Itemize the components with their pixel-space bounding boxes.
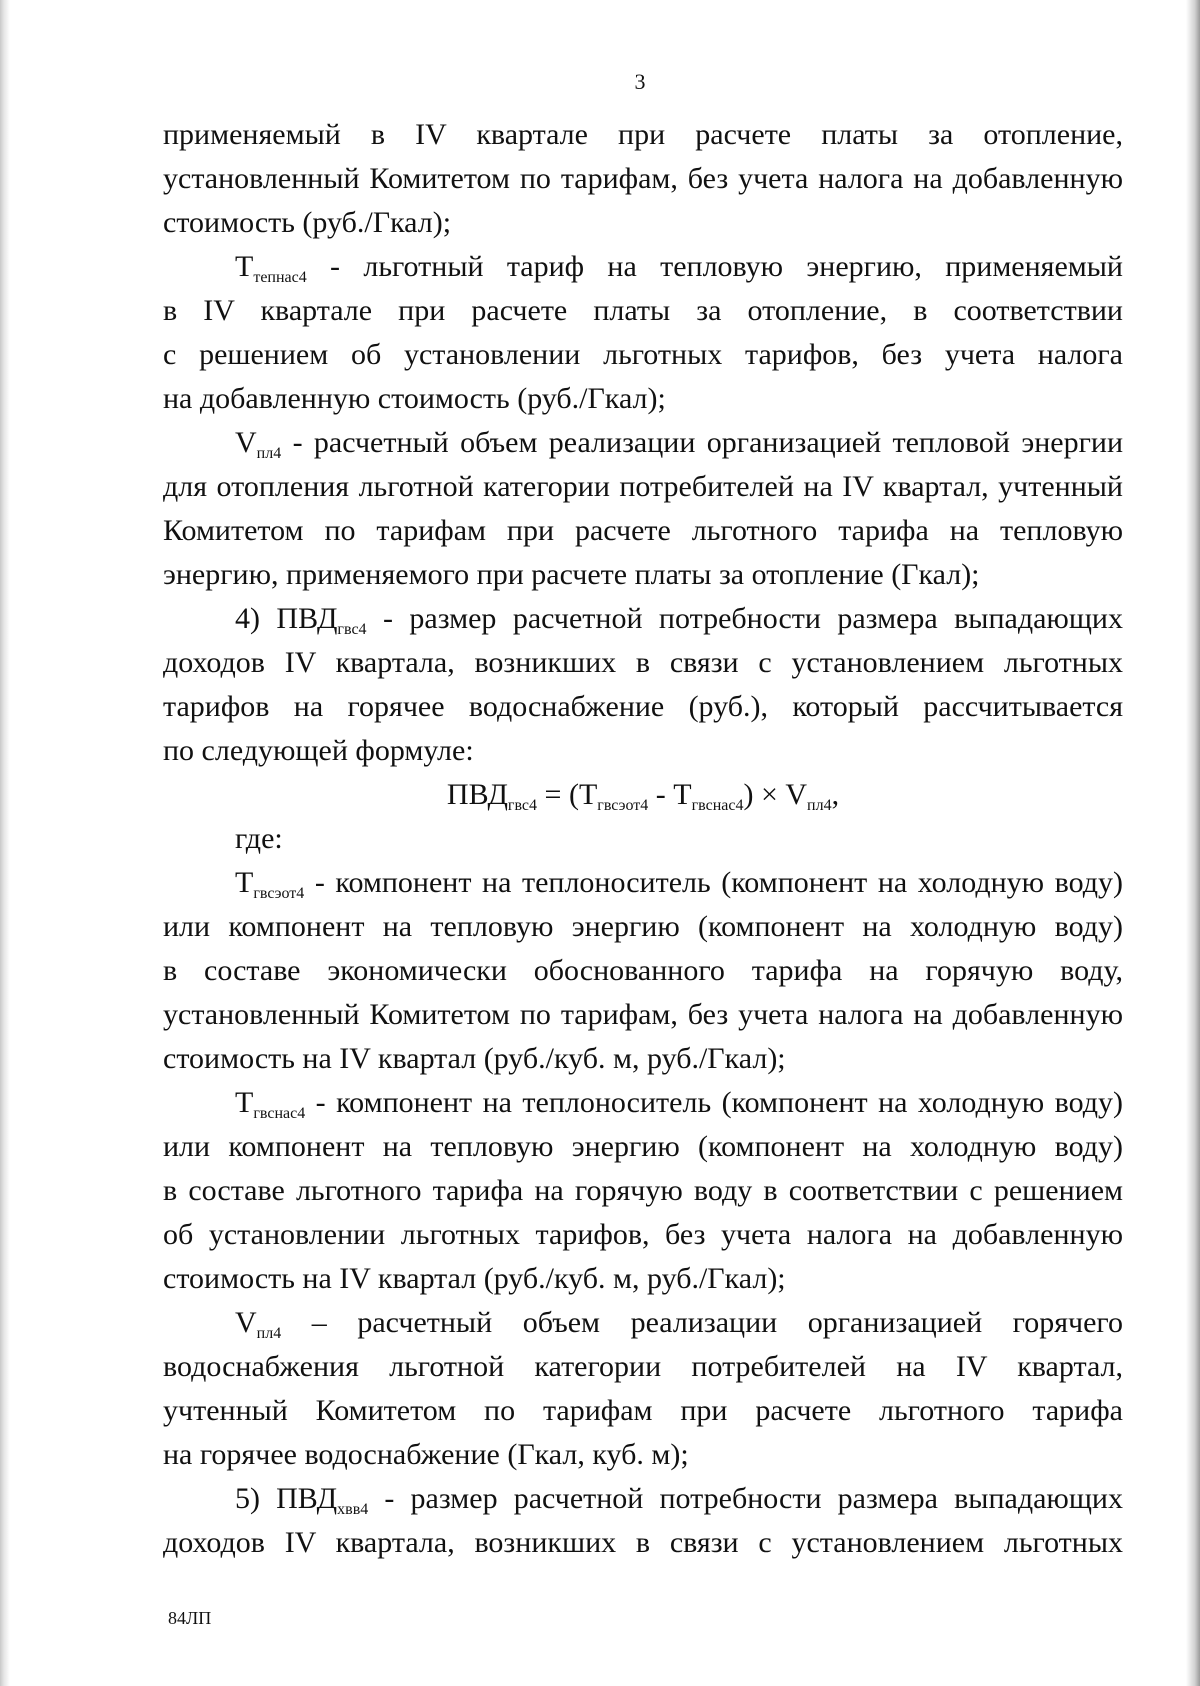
text-line: учтенный Комитетом по тарифам при расчете льготного тарифа (163, 1394, 1123, 1427)
term-symbol: Т (235, 866, 254, 899)
formula-part: - Т (648, 778, 692, 811)
text-line: водоснабжения льготной категории потребителей на IV квартал, (163, 1350, 1123, 1383)
formula (163, 773, 1123, 817)
formula-part: , (831, 778, 840, 811)
term-text: – расчетный объем реализации организацией горячего (281, 1306, 1123, 1339)
term-symbol: V (235, 1306, 257, 1339)
text-line: стоимость на IV квартал (руб./куб. м, руб./Гкал); (163, 1262, 786, 1295)
text-line: в составе льготного тарифа на горячую воду в соответствии с решением (163, 1174, 1123, 1207)
term-definition-line (235, 421, 1123, 465)
text-line: на горячее водоснабжение (Гкал, куб. м); (163, 1438, 689, 1471)
formula-subscript: гвсэот4 (597, 797, 649, 814)
term-definition-line (235, 1081, 1123, 1125)
formula-subscript: гвс4 (507, 797, 538, 814)
text-line: стоимость на IV квартал (руб./куб. м, руб./Гкал); (163, 1042, 786, 1075)
text-line: тарифов на горячее водоснабжение (руб.), который рассчитывается (163, 690, 1123, 723)
term-subscript: гвснас4 (253, 1105, 306, 1122)
text-line: доходов IV квартала, возникших в связи с установлением льготных (163, 1526, 1123, 1559)
text-line: установленный Комитетом по тарифам, без учета налога на добавленную (163, 998, 1123, 1031)
page-number: 3 (634, 69, 646, 94)
term-subscript: гвс4 (337, 621, 367, 638)
text-line: об установлении льготных тарифов, без учета налога на добавленную (163, 1218, 1123, 1251)
text-line: в составе экономически обоснованного тарифа на горячую воду, (163, 954, 1123, 987)
term-subscript: гвсэот4 (253, 885, 305, 902)
formula-part: ПВД (446, 778, 508, 811)
term-symbol: V (235, 426, 257, 459)
text-line: или компонент на тепловую энергию (компонент на холодную воду) (163, 910, 1123, 943)
text-line: стоимость (руб./Гкал); (163, 206, 452, 239)
footer-document-code: 84ЛП (168, 1608, 212, 1628)
term-definition-line (235, 597, 1123, 641)
term-definition-line (235, 861, 1123, 905)
term-definition-line (235, 245, 1123, 289)
text-line: с решением об установлении льготных тарифов, без учета налога (163, 338, 1123, 371)
scan-edge-left (0, 0, 10, 1686)
formula-subscript: гвснас4 (691, 797, 744, 814)
term-text: - компонент на теплоноситель (компонент на холодную воду) (305, 1086, 1123, 1119)
text-line: или компонент на тепловую энергию (компонент на холодную воду) (163, 1130, 1123, 1163)
term-subscript: пл4 (256, 1325, 282, 1342)
text-line: для отопления льготной категории потребителей на IV квартал, учтенный (163, 470, 1123, 503)
term-subscript: пл4 (256, 445, 282, 462)
term-definition-line (235, 1477, 1123, 1521)
term-text: - расчетный объем реализации организацией тепловой энергии (281, 426, 1123, 459)
term-symbol: 4) ПВД (235, 602, 338, 635)
text-line: в IV квартале при расчете платы за отопление, в соответствии (163, 294, 1123, 327)
term-subscript: тепнас4 (253, 269, 307, 286)
text-line: Комитетом по тарифам при расчете льготного тарифа на тепловую (163, 514, 1123, 547)
term-symbol: Т (235, 250, 254, 283)
text-line: по следующей формуле: (163, 734, 474, 767)
term-definition-line (235, 1301, 1123, 1345)
term-text: - компонент на теплоноситель (компонент на холодную воду) (304, 866, 1123, 899)
term-text: - размер расчетной потребности размера выпадающих (368, 1482, 1123, 1515)
text-line: на добавленную стоимость (руб./Гкал); (163, 382, 666, 415)
text-line: где: (235, 822, 283, 855)
term-symbol: 5) ПВД (235, 1482, 338, 1515)
formula-subscript: пл4 (807, 797, 832, 814)
term-text: - размер расчетной потребности размера выпадающих (366, 602, 1123, 635)
text-line: установленный Комитетом по тарифам, без учета налога на добавленную (163, 162, 1123, 195)
text-line: применяемый в IV квартале при расчете платы за отопление, (163, 118, 1123, 151)
text-line: энергию, применяемого при расчете платы за отопление (Гкал); (163, 558, 980, 591)
text-line: доходов IV квартала, возникших в связи с установлением льготных (163, 646, 1123, 679)
scan-edge-right (1186, 0, 1200, 1686)
formula-part: = (Т (537, 778, 598, 811)
term-text: - льготный тариф на тепловую энергию, применяемый (306, 250, 1123, 283)
formula-part: ) × V (743, 778, 808, 811)
term-symbol: Т (235, 1086, 254, 1119)
term-subscript: хвв4 (337, 1501, 369, 1518)
